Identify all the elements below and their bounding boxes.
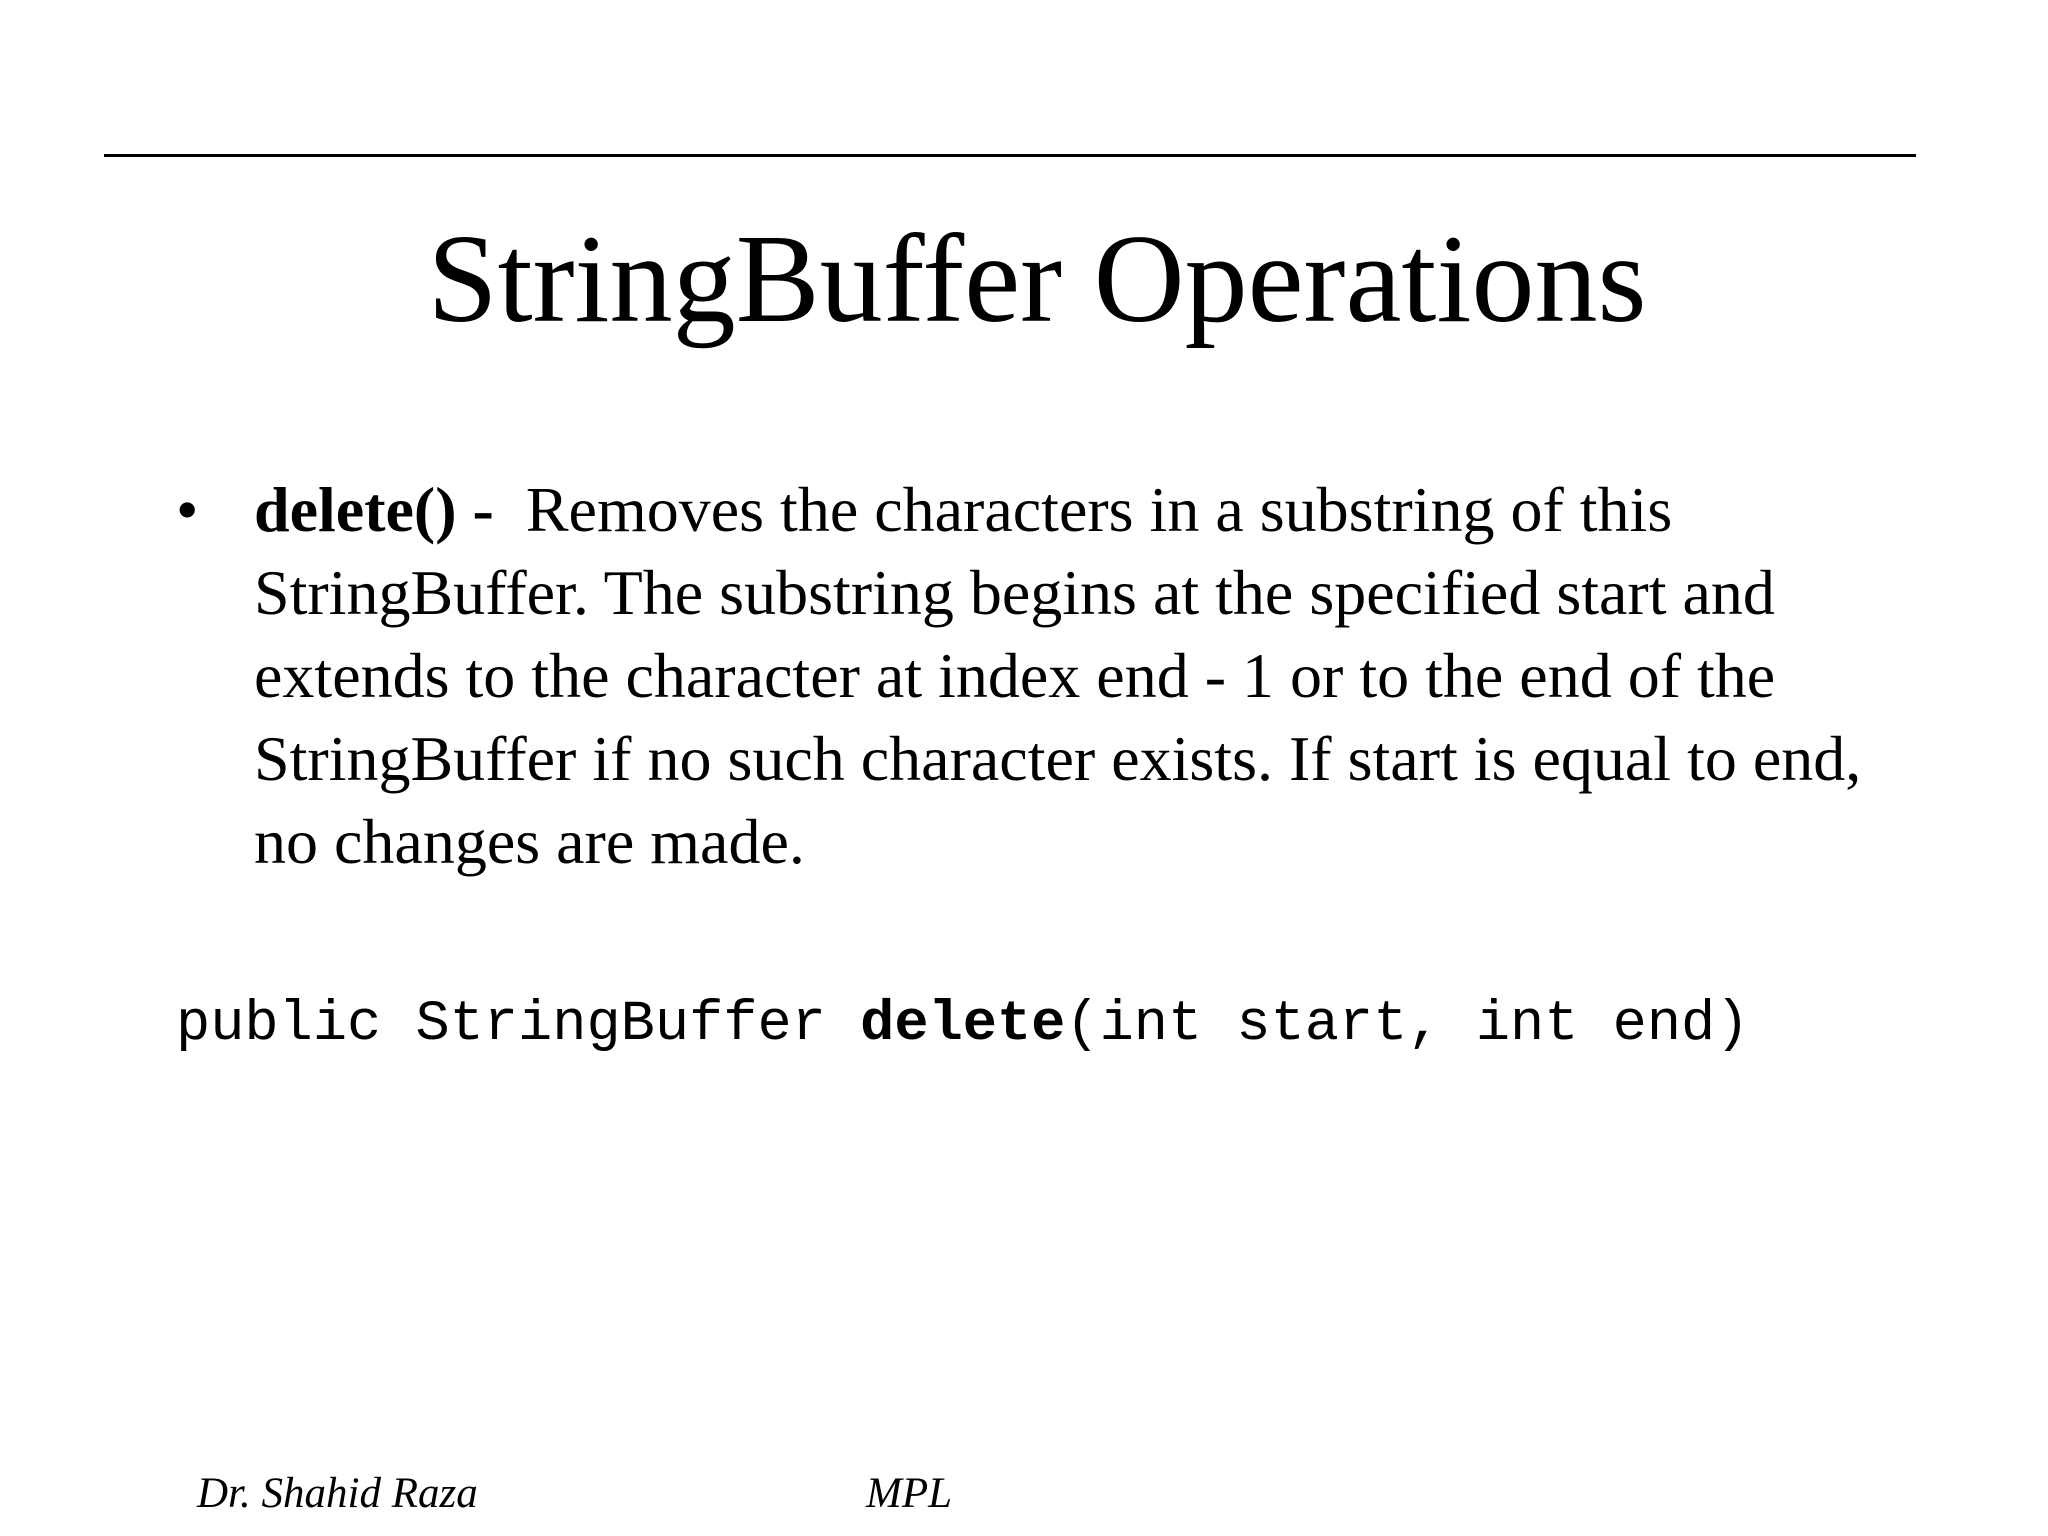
method-signature xyxy=(176,990,1749,1060)
bullet-term: delete() - xyxy=(254,474,494,545)
bullet-marker: • xyxy=(176,474,199,545)
signature-prefix: public StringBuffer xyxy=(176,993,861,1057)
bullet-description: Removes the characters in a substring of this StringBuffer. The substring begins at the specified start and extends to the character at index end - 1 or to the end of the StringBuffer if no such character exists. If start is equal to end, no changes are made. xyxy=(254,474,1862,877)
signature-suffix: (int start, int end) xyxy=(1065,993,1750,1057)
signature-method: delete xyxy=(860,993,1066,1057)
header-rule xyxy=(104,154,1916,157)
slide-title: StringBuffer Operations xyxy=(427,210,1647,349)
footer-course: MPL xyxy=(866,1470,952,1517)
bullet-text xyxy=(254,468,1874,883)
footer-author: Dr. Shahid Raza xyxy=(197,1470,478,1517)
